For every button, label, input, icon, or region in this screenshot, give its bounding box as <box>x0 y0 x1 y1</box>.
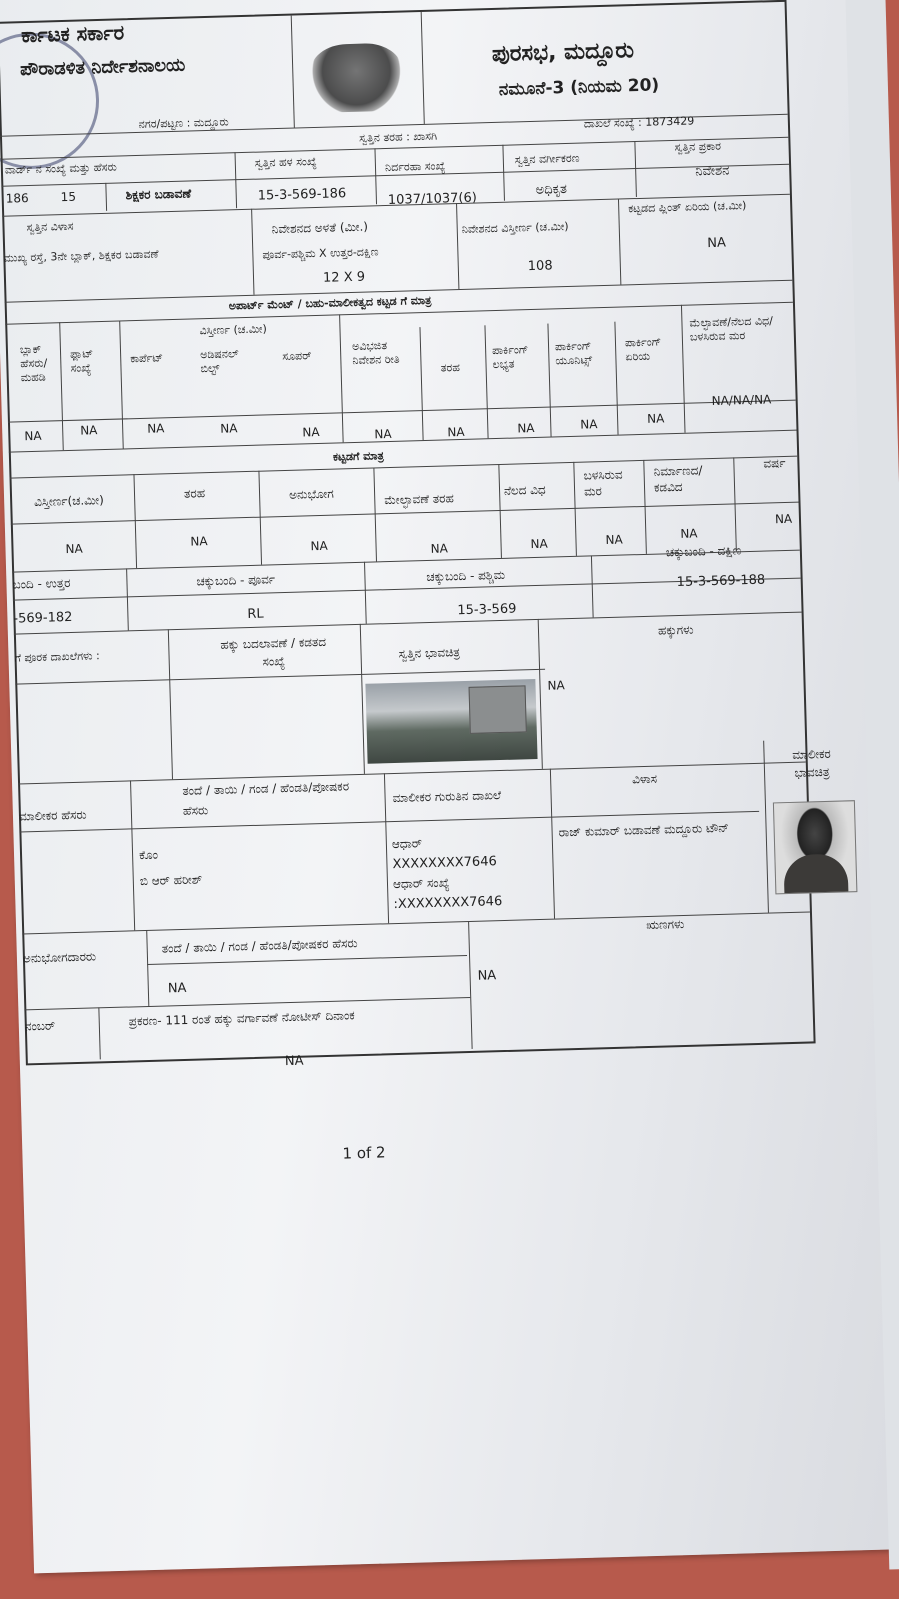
ward-sub-number: 15 <box>60 189 77 205</box>
rights-change-label: ಹಕ್ಕು ಬದಲಾವಣೆ / ಕಡತದ ಸಂಖ್ಯೆ <box>220 634 327 669</box>
occupant-guardian-value: NA <box>167 980 187 997</box>
property-address: ಮುಖ್ಯ ರಸ್ತೆ, 3ನೇ ಬ್ಲಾಕ್, ಶಿಕ್ಷಕರ ಬಡಾವಣೆ <box>3 247 159 265</box>
sheet-edge <box>845 0 899 1570</box>
boundary-east-label: ಚಕ್ಕುಬಂದಿ - ಪೂರ್ವ <box>196 572 276 589</box>
apt-header-block: ಬ್ಲಾಕ್ ಹೆಸರು/ ಮಹಡಿ <box>19 342 48 385</box>
bld-header-roof: ಮೇಲ್ಛಾವಣೆ ತರಹ <box>384 491 455 508</box>
building-section-title: ಕಟ್ಟಡಗೆ ಮಾತ್ರ <box>332 449 385 464</box>
bld-header-area: ವಿಸ್ತೀರ್ಣ(ಚ.ಮೀ) <box>34 493 104 509</box>
apartment-section-title: ಅಪಾರ್ಟ್ ಮೆಂಟ್ / ಬಹು-ಮಾಲೀಕತ್ವದ ಕಟ್ಟಡ ಗೆ ಮಾತ್ರ <box>228 293 432 313</box>
occupant-guardian-label: ತಂದೆ / ತಾಯಿ / ಗಂಡ / ಹೆಂಡತಿ/ಪೋಷಕರ ಹೆಸರು <box>161 936 358 956</box>
classification-label: ಸ್ವತ್ತಿನ ವರ್ಗೀಕರಣ <box>514 151 580 167</box>
bld-value-construction: NA <box>680 526 698 541</box>
id-value-2: :XXXXXXXX7646 <box>393 894 503 913</box>
classification-value: ಅಧಿಕೃತ <box>535 181 568 198</box>
type-label: ಸ್ವತ್ತಿನ ಪ್ರಕಾರ <box>674 139 722 154</box>
rights-value: NA <box>547 678 565 693</box>
town-label: ನಗರ/ಪಟ್ಟಣ : ಮದ್ದೂರು <box>138 115 229 131</box>
bld-value-roof: NA <box>430 541 449 556</box>
form-number: ನಮೂನೆ-3 (ನಿಯಮ 20) <box>498 75 660 100</box>
owner-photo-label: ಮಾಲೀಕರ ಭಾವಚಿತ್ರ <box>792 746 831 780</box>
apt-header-parking-avail: ಪಾರ್ಕಿಂಗ್ ಲಭ್ಯತ <box>491 343 529 372</box>
apt-header-type: ತರಹ <box>440 361 461 375</box>
page-number: 1 of 2 <box>342 1143 386 1163</box>
reg-no-label: ನಿರ್ದರಹಾ ಸಂಖ್ಯೆ <box>384 159 446 175</box>
relation-value: ಕೊಂ <box>138 847 159 863</box>
municipality-title: ಪುರಸಭ, ಮದ್ದೂರು <box>491 38 635 68</box>
dimension-label: ನಿವೇಶನದ ಅಳತೆ (ಮೀ.) <box>271 219 369 237</box>
occupant-label: ಅನುಭೋಗದಾರರು <box>22 949 97 966</box>
notice-date-label: ಪ್ರಕರಣ- 111 ರಂತೆ ಹಕ್ಕು ವರ್ಗಾವಣೆ ನೋಟೀಸ್ ದಿನಾಂಕ <box>128 1008 355 1029</box>
area-value: 108 <box>527 258 553 275</box>
ward-label: ವಾರ್ಡ್ ನ ಸಂಖ್ಯೆ ಮತ್ತು ಹೆಸರು <box>4 160 118 177</box>
bld-header-wood: ಬಳಸಿರುವ ಮರ <box>583 467 623 499</box>
dimension-value: 12 X 9 <box>322 269 366 286</box>
loans-label: ಋಣಗಳು <box>646 916 685 933</box>
apt-value-parking-area: NA <box>646 411 665 426</box>
id-label-2: ಆಧಾರ್ ಸಂಖ್ಯೆ <box>392 875 450 892</box>
bld-value-type: NA <box>190 534 208 549</box>
apt-value-additional: NA <box>220 421 238 436</box>
directorate-title: ಪೌರಾಡಳಿತ ನಿರ್ದೇಶನಾಲಯ <box>19 54 186 81</box>
guardian-label: ತಂದೆ / ತಾಯಿ / ಗಂಡ / ಹೆಂಡತಿ/ಪೋಷಕರ ಹೆಸರು <box>182 779 350 818</box>
bld-value-area: NA <box>65 541 83 557</box>
owner-name-label: ಮಾಲೀಕರ ಹೆಸರು <box>18 807 87 824</box>
owner-address-label: ವಿಳಾಸ <box>631 771 658 787</box>
boundary-south-value: 15-3-569-188 <box>676 572 766 591</box>
boundary-south-label: ಚಕ್ಕುಬಂದಿ - ದಕ್ಷಿಣ <box>665 543 742 560</box>
id-value: XXXXXXXX7646 <box>392 854 497 873</box>
apt-header-flat: ಫ್ಲಾಟ್ ಸಂಖ್ಯೆ <box>69 347 94 375</box>
apt-header-super: ಸೂಪರ್ <box>282 349 312 363</box>
apt-header-parking-area: ಪಾರ್ಕಿಂಗ್ ಏರಿಯ <box>624 335 662 364</box>
bld-header-construction: ನಿರ್ಮಾಣದ/ ಕಡವಿದ <box>653 463 703 495</box>
supporting-docs-label: ಗೆ ಪೂರಕ ದಾಖಲೆಗಳು : <box>14 649 100 665</box>
dimension-direction: ಪೂರ್ವ-ಪಶ್ಚಿಮ X ಉತ್ತರ-ದಕ್ಷಿಣ <box>262 245 379 262</box>
owner-photo <box>773 800 858 894</box>
building-image <box>469 685 527 734</box>
apt-value-parking-avail: NA <box>517 420 535 436</box>
plinth-label: ಕಟ್ಟಡದ ಪ್ಲಿಂತ್ ಏರಿಯ (ಚ.ಮೀ) <box>628 198 747 216</box>
apt-value-parking-units: NA <box>580 417 598 432</box>
apt-header-carpet: ಕಾರ್ಪೆಟ್ <box>130 351 164 366</box>
property-type-value: ನಿವೇಶನ <box>695 163 730 180</box>
boundary-east-value: RL <box>247 606 264 623</box>
property-kind-label: ಸ್ವತ್ತಿನ ತರಹ : ಖಾಸಗಿ <box>358 129 438 145</box>
bld-header-year: ವರ್ಷ <box>763 455 786 471</box>
ward-name: ಶಿಕ್ಷಕರ ಬಡಾವಣೆ <box>125 186 192 203</box>
bld-value-usage: NA <box>310 538 328 554</box>
apt-value-block: NA <box>24 428 42 444</box>
property-photo <box>365 679 537 764</box>
registration-number: 1037/1037(6) <box>387 190 478 208</box>
notice-value: NA <box>284 1053 304 1070</box>
bld-value-floor: NA <box>530 536 548 552</box>
guardian-name: ಬಿ ಆರ್ ಹರೀಶ್ <box>139 872 203 889</box>
apt-value-super: NA <box>302 424 320 440</box>
old-no-label: ಸ್ವತ್ತಿನ ಹಳ ಸಂಖ್ಯೆ <box>254 154 317 170</box>
apt-header-undivided: ಅವಿಭಜಿತ ನಿವೇಶನ ರೀತಿ <box>351 339 400 368</box>
owner-figure <box>783 853 848 893</box>
apt-value-type: NA <box>447 424 465 440</box>
boundary-north-value: -569-182 <box>13 609 73 627</box>
area-label: ನಿವೇಶನದ ವಿಸ್ತೀರ್ಣ (ಚ.ಮೀ) <box>461 219 569 236</box>
notice-number-label: ನಂಬರ್ <box>24 1018 56 1034</box>
owner-address: ರಾಜ್ ಕುಮಾರ್ ಬಡಾವಣೆ ಮದ್ದೂರು ಟೌನ್ <box>558 820 730 840</box>
boundary-west-label: ಚಕ್ಕುಬಂದಿ - ಪಶ್ಚಿಮ <box>426 567 506 585</box>
apartment-area-group: ವಿಸ್ತೀರ್ಣ (ಚ.ಮೀ) <box>199 322 267 338</box>
apt-value-flat: NA <box>80 423 98 438</box>
apt-header-parking-units: ಪಾರ್ಕಿಂಗ್ ಯೂನಿಟ್ಸ್ <box>554 339 593 368</box>
entry-number: ದಾಖಲೆ ಸಂಖ್ಯೆ : 1873429 <box>583 114 695 131</box>
owner-id-label: ಮಾಲೀಕರ ಗುರುತಿನ ದಾಖಲೆ <box>392 788 502 806</box>
id-type: ಆಧಾರ್ <box>391 836 423 852</box>
plinth-value: NA <box>707 235 727 252</box>
govt-title: ರ್ಕಾಟಕ ಸರ್ಕಾರ <box>20 20 125 48</box>
bld-header-type: ತರಹ <box>183 486 206 501</box>
address-label: ಸ್ವತ್ತಿನ ವಿಳಾಸ <box>26 219 74 235</box>
apt-value-carpet: NA <box>147 421 165 436</box>
rights-label: ಹಕ್ಕುಗಳು <box>657 622 694 638</box>
property-photo-label: ಸ್ವತ್ತಿನ ಭಾವಚಿತ್ರ <box>398 645 461 661</box>
bld-value-year: NA <box>774 511 793 527</box>
ward-number: 186 <box>5 191 29 206</box>
boundary-west-value: 15-3-569 <box>457 601 517 619</box>
apt-value-undivided: NA <box>374 426 392 442</box>
apt-value-roof: NA/NA/NA <box>711 392 772 409</box>
apt-header-additional: ಅಡಿಷನಲ್ ಬಿಲ್ಟ್ <box>199 347 239 376</box>
bld-header-usage: ಅನುಭೋಗ <box>288 486 334 502</box>
old-property-number: 15-3-569-186 <box>257 186 347 204</box>
bld-header-floor: ನೆಲದ ವಿಧ <box>503 482 546 498</box>
boundary-north-label: ಬಂದಿ - ಉತ್ತರ <box>12 575 71 592</box>
apt-header-roof: ಮೆಲ್ಛಾವಣೆ/ನೆಲದ ವಿಧ/ಬಳಸಿರುವ ಮರ <box>689 314 774 344</box>
bld-value-wood: NA <box>605 532 623 548</box>
loans-value: NA <box>477 968 497 984</box>
